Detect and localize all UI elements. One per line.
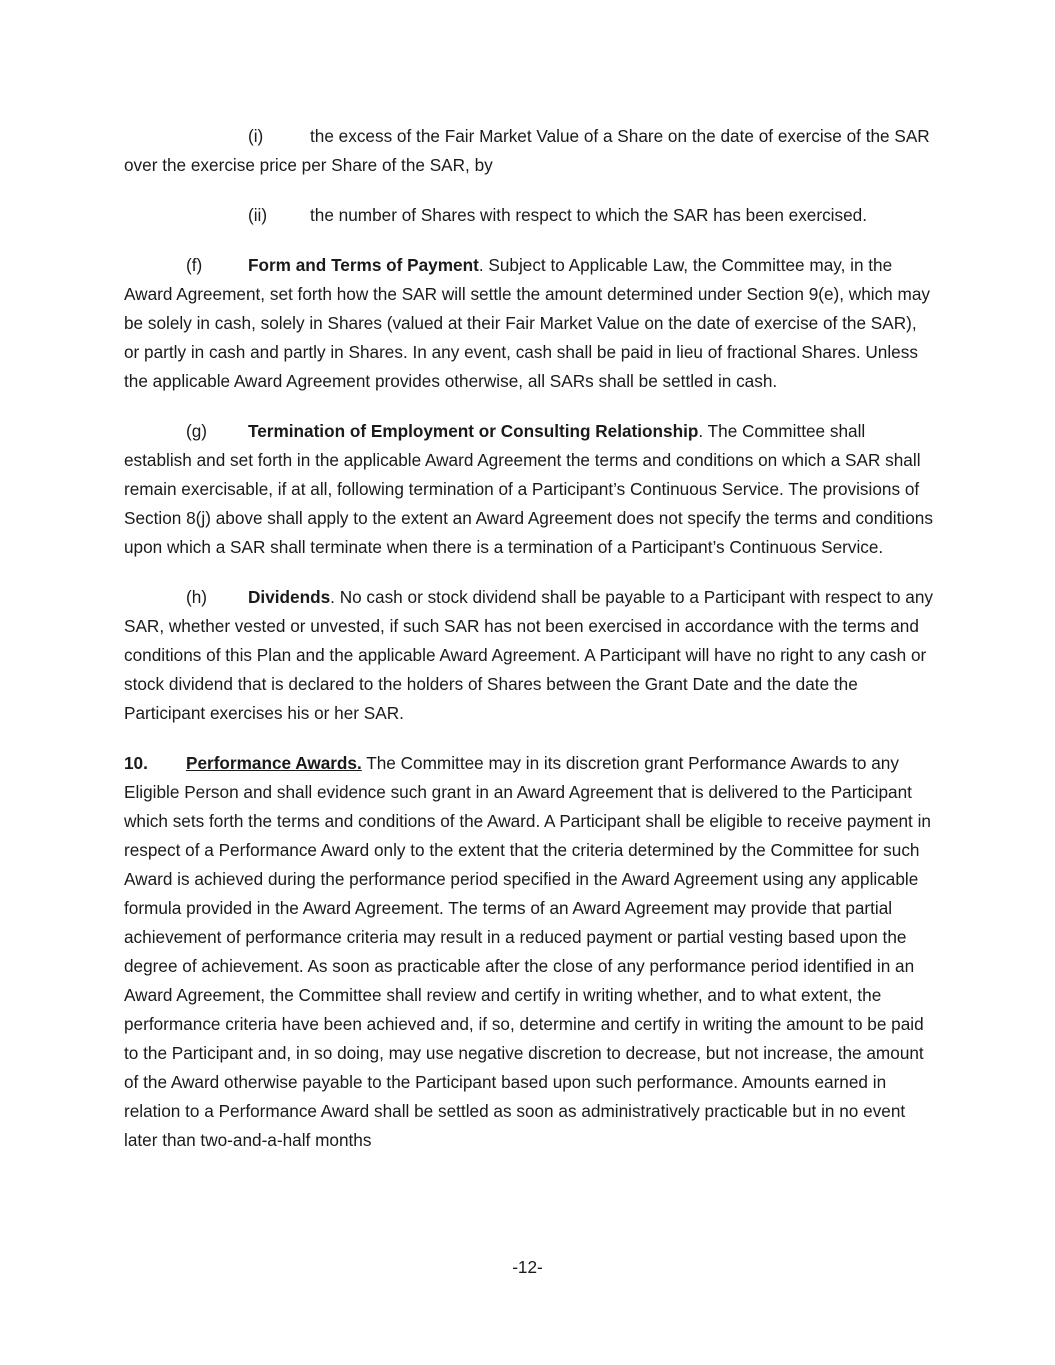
- clause-marker: (ii): [248, 205, 268, 225]
- clause-i: [124, 122, 934, 180]
- section-text: The Committee may in its discretion grant Performance Awards to any Eligible Person and shall evidence such grant in an Award Agreement that is delivered to the Participant which sets forth the terms and conditions of the Award. A Participant shall be eligible to receive payment in respect of a Performance Award only to the extent that the criteria determined by the Committee for such Award is achieved during the performance period specified in the Award Agreement using any applicable formula provided in the Award Agreement. The terms of an Award Agreement may provide that partial achievement of performance criteria may result in a reduced payment or partial vesting based upon the degree of achievement. As soon as practicable after the close of any performance period identified in an Award Agreement, the Committee shall review and certify in writing whether, and to what extent, the performance criteria have been achieved and, if so, determine and certify in writing the amount to be paid to the Participant and, in so doing, may use negative discretion to decrease, but not increase, the amount of the Award otherwise payable to the Participant based upon such performance. Amounts earned in relation to a Performance Award shall be settled as soon as administratively practicable but in no event later than two-and-a-half months: [124, 753, 931, 1150]
- paragraph-text: . No cash or stock dividend shall be payable to a Participant with respect to any SAR, whether vested or unvested, if such SAR has not been exercised in accordance with the terms and conditions of this Plan and the applicable Award Agreement. A Participant will have no right to any cash or stock dividend that is declared to the holders of Shares between the Grant Date and the date the Participant exercises his or her SAR.: [124, 587, 933, 723]
- section-10: [124, 749, 934, 1155]
- paragraph-heading: Form and Terms of Payment: [248, 255, 479, 275]
- paragraph-f: [124, 251, 934, 396]
- paragraph-marker: (h): [186, 587, 208, 607]
- page-number: -12-: [512, 1257, 543, 1277]
- paragraph-heading: Termination of Employment or Consulting Relationship: [248, 421, 699, 441]
- section-number: 10.: [124, 753, 148, 773]
- paragraph-text: . Subject to Applicable Law, the Committee may, in the Award Agreement, set forth how the SAR will settle the amount determined under Section 9(e), which may be solely in cash, solely in Shares (valued at their Fair Market Value on the date of exercise of the SAR), or partly in cash and partly in Shares. In any event, cash shall be paid in lieu of fractional Shares. Unless the applicable Award Agreement provides otherwise, all SARs shall be settled in cash.: [124, 255, 930, 391]
- clause-text: the excess of the Fair Market Value of a Share on the date of exercise of the SAR over the exercise price per Share of the SAR, by: [124, 126, 930, 175]
- clause-ii: [124, 201, 934, 230]
- paragraph-g: [124, 417, 934, 562]
- section-title: Performance Awards.: [186, 753, 362, 773]
- paragraph-marker: (f): [186, 255, 203, 275]
- paragraph-marker: (g): [186, 421, 208, 441]
- paragraph-h: [124, 583, 934, 728]
- clause-text: the number of Shares with respect to which the SAR has been exercised.: [310, 205, 867, 225]
- document-body: [124, 122, 934, 1155]
- paragraph-heading: Dividends: [248, 587, 331, 607]
- clause-marker: (i): [248, 126, 264, 146]
- paragraph-text: . The Committee shall establish and set forth in the applicable Award Agreement the terms and conditions on which a SAR shall remain exercisable, if at all, following termination of a Participant’s Continuous Service. The provisions of Section 8(j) above shall apply to the extent an Award Agreement does not specify the terms and conditions upon which a SAR shall terminate when there is a termination of a Participant’s Continuous Service.: [124, 421, 933, 557]
